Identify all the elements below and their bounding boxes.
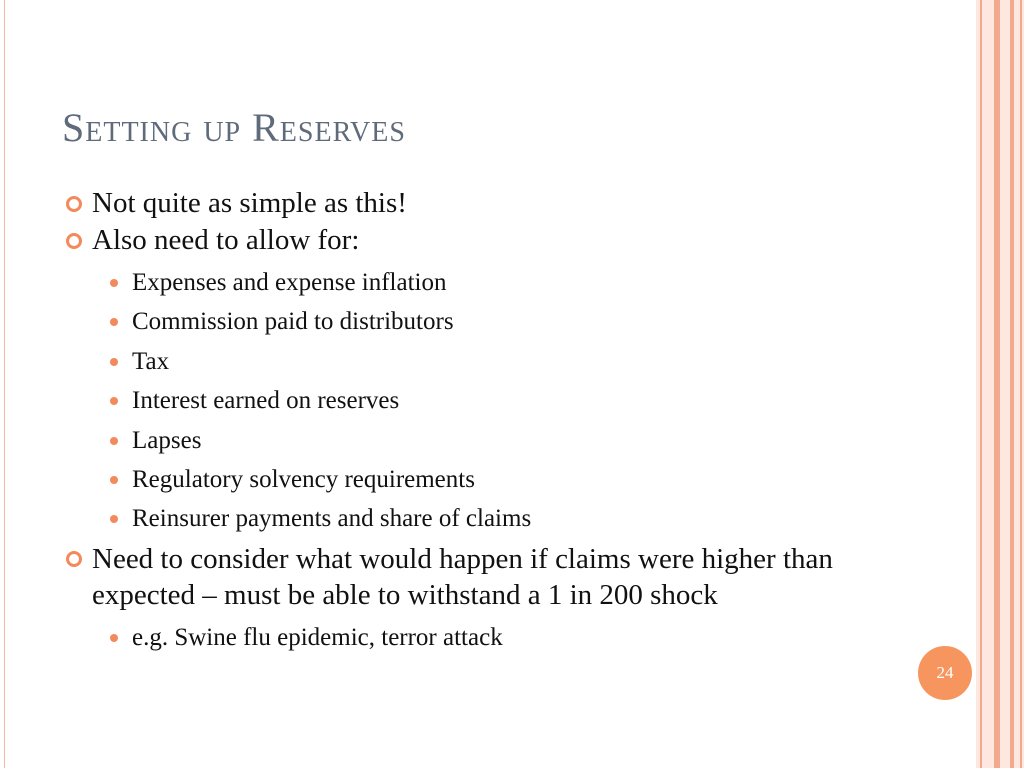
sub-bullet-text: Regulatory solvency requirements: [132, 466, 475, 494]
dot-bullet-icon: [110, 397, 118, 405]
dot-bullet-icon: [110, 476, 118, 484]
ring-bullet-icon: [66, 196, 82, 212]
sub-bullet-text: Expenses and expense inflation: [132, 269, 447, 296]
sub-bullet-text: Reinsurer payments and share of claims: [132, 505, 532, 533]
sub-bullet-text: Tax: [132, 347, 170, 375]
stripe-line: [980, 0, 982, 768]
sub-bullet-item: [108, 460, 866, 499]
bullet-item: [66, 186, 866, 221]
stripe-line: [1020, 0, 1022, 768]
sub-bullet-item: [108, 381, 866, 420]
sub-bullet-text: Interest earned on reserves: [132, 387, 400, 415]
sub-bullet-text: e.g. Swine flu epidemic, terror attack: [132, 623, 503, 651]
dot-bullet-icon: [110, 358, 118, 366]
sub-bullet-item: [108, 618, 866, 657]
sub-bullet-item: [108, 421, 866, 460]
bullet-text: Need to consider what would happen if claims were higher than expected – must be able to withstand a 1 in 200 shock: [92, 542, 833, 611]
left-border-line: [4, 0, 5, 768]
right-border-stripes: [976, 0, 1024, 768]
sub-bullet-text: Lapses: [132, 426, 202, 454]
sub-bullet-item: [108, 342, 866, 381]
sub-bullet-list: [92, 263, 866, 539]
stripe-line: [994, 0, 1000, 768]
bullet-text: Also need to allow for:: [92, 224, 360, 256]
dot-bullet-icon: [110, 437, 118, 445]
ring-bullet-icon: [66, 233, 82, 249]
page-number-badge: [918, 646, 972, 700]
page-number: 24: [936, 663, 954, 682]
sub-bullet-text: Commission paid to distributors: [132, 308, 454, 336]
sub-bullet-item: [108, 263, 866, 302]
bullet-item: [66, 223, 866, 539]
bullet-list: [66, 186, 866, 659]
dot-bullet-icon: [110, 634, 118, 642]
sub-bullet-list: [92, 618, 866, 657]
dot-bullet-icon: [110, 318, 118, 326]
sub-bullet-item: [108, 302, 866, 341]
dot-bullet-icon: [110, 515, 118, 523]
bullet-item: [66, 541, 866, 657]
slide-title: Setting up Reserves: [62, 105, 406, 150]
dot-bullet-icon: [110, 279, 118, 287]
ring-bullet-icon: [66, 551, 82, 567]
sub-bullet-item: [108, 499, 866, 538]
bullet-text: Not quite as simple as this!: [92, 187, 407, 219]
stripe-line: [1010, 0, 1014, 768]
